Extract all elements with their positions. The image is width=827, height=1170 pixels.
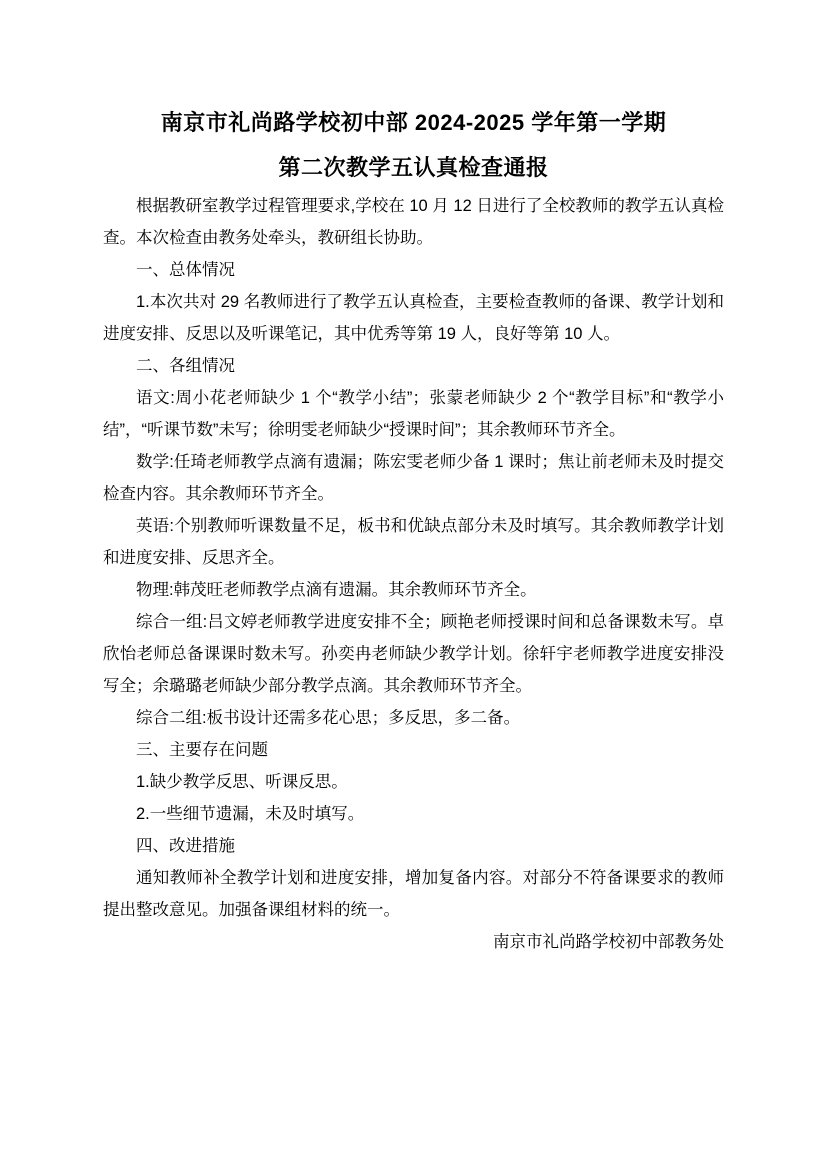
- section-heading-overall: 一、总体情况: [136, 261, 235, 279]
- paragraph-measures: 通知教师补全教学计划和进度安排，增加复备内容。对部分不符备课要求的教师提出整改意见。加强备课组材料的统一。: [103, 869, 724, 919]
- paragraph-problem-1: 1.缺少教学反思、听课反思。: [136, 773, 348, 791]
- paragraph-physics-group: 物理:韩茂旺老师教学点滴有遗漏。其余教师环节齐全。: [136, 581, 537, 599]
- document-title-line1: 南京市礼尚路学校初中部 2024-2025 学年第一学期: [160, 110, 667, 135]
- section-heading-groups: 二、各组情况: [136, 357, 235, 375]
- section-heading-problems: 三、主要存在问题: [136, 741, 268, 759]
- paragraph-intro: 根据教研室教学过程管理要求,学校在 10 月 12 日进行了全校教师的教学五认真检查。本次检查由教务处牵头，教研组长协助。: [103, 197, 724, 247]
- paragraph-comprehensive-group-1: 综合一组:吕文婷老师教学进度安排不全；顾艳老师授课时间和总备课数未写。卓欣怡老师总备课课时数未写。孙奕冉老师缺少教学计划。徐轩宇老师教学进度安排没写全；余璐璐老师缺少部分教学点滴。其余教师环节齐全。: [103, 613, 724, 695]
- paragraph-math-group: 数学:任琦老师教学点滴有遗漏；陈宏雯老师少备 1 课时；焦让前老师未及时提交检查内容。其余教师环节齐全。: [103, 453, 724, 503]
- paragraph-problem-2: 2.一些细节遗漏，未及时填写。: [136, 805, 365, 823]
- signature-line: 南京市礼尚路学校初中部教务处: [493, 933, 724, 951]
- paragraph-overall-summary: 1.本次共对 29 名教师进行了教学五认真检查，主要检查教师的备课、教学计划和进度安排、反思以及听课笔记，其中优秀等第 19 人，良好等第 10 人。: [103, 293, 724, 343]
- paragraph-english-group: 英语:个别教师听课数量不足，板书和优缺点部分未及时填写。其余教师教学计划和进度安排、反思齐全。: [103, 517, 724, 567]
- document-title: [103, 100, 724, 190]
- section-heading-measures: 四、改进措施: [136, 837, 235, 855]
- paragraph-comprehensive-group-2: 综合二组:板书设计还需多花心思；多反思，多二备。: [136, 709, 521, 727]
- paragraph-chinese-group: 语文:周小花老师缺少 1 个“教学小结”；张蒙老师缺少 2 个“教学目标”和“教学小结”，“听课节数”未写；徐明雯老师缺少“授课时间”；其余教师环节齐全。: [103, 389, 724, 439]
- document-title-line2: 第二次教学五认真检查通报: [278, 155, 549, 180]
